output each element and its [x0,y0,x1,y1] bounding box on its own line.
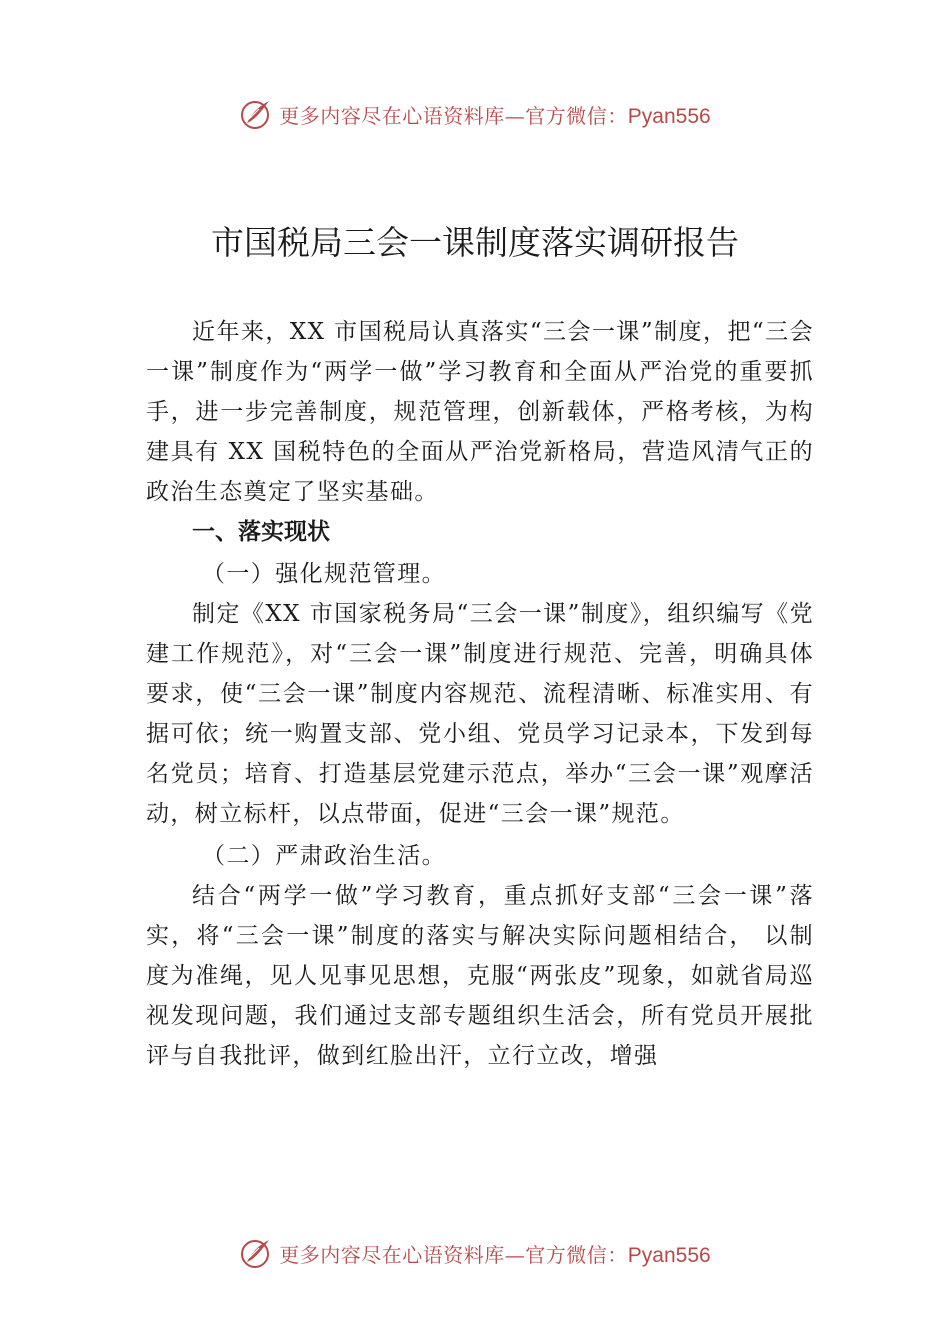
subsection-heading-2: （二）严肃政治生活。 [202,843,446,869]
wechat-id: Pyan556 [627,1243,711,1267]
document-body [146,312,814,1076]
subsection-body-1: 制定《XX 市国家税务局“三会一课”制度》，组织编写《党建工作规范》，对“三会一课”制度进行规范、完善，明确具体要求，使“三会一课”制度内容规范、流程清晰、标准实用、有据可依；统一购置支部、党小组、党员学习记录本，下发到每名党员；培育、打造基层党建示范点，举办“三会一课”观摩活动，树立标杆，以点带面，促进“三会一课”规范。 [146,601,814,827]
watermark-text: 更多内容尽在心语资料库—官方微信：Pyan556 [279,1242,711,1267]
subsection-heading-1: （一）强化规范管理。 [202,561,446,587]
watermark-text: 更多内容尽在心语资料库—官方微信：Pyan556 [279,103,711,128]
intro-paragraph: 近年来，XX 市国税局认真落实“三会一课”制度，把“三会一课”制度作为“两学一做”学习教育和全面从严治党的重要抓手，进一步完善制度，规范管理，创新载体，严格考核，为构建具有 XX 国税特色的全面从严治党新格局，营造风清气正的政治生态奠定了坚实基础。 [146,319,814,505]
footer-watermark [0,1233,950,1273]
section-heading: 一、落实现状 [192,519,330,545]
quill-logo-icon [239,97,273,131]
quill-logo-icon [239,1236,273,1270]
subsection-body-2: 结合“两学一做”学习教育，重点抓好支部“三会一课”落实，将“三会一课”制度的落实与解决实际问题相结合， 以制度为准绳，见人见事见思想，克服“两张皮”现象，如就省局巡视发现问题，我们通过支部专题组织生活会，所有党员开展批评与自我批评，做到红脸出汗，立行立改，增强 [146,883,814,1069]
document-title: 市国税局三会一课制度落实调研报告 [211,223,739,262]
header-watermark [0,94,950,134]
wechat-id: Pyan556 [627,104,711,128]
